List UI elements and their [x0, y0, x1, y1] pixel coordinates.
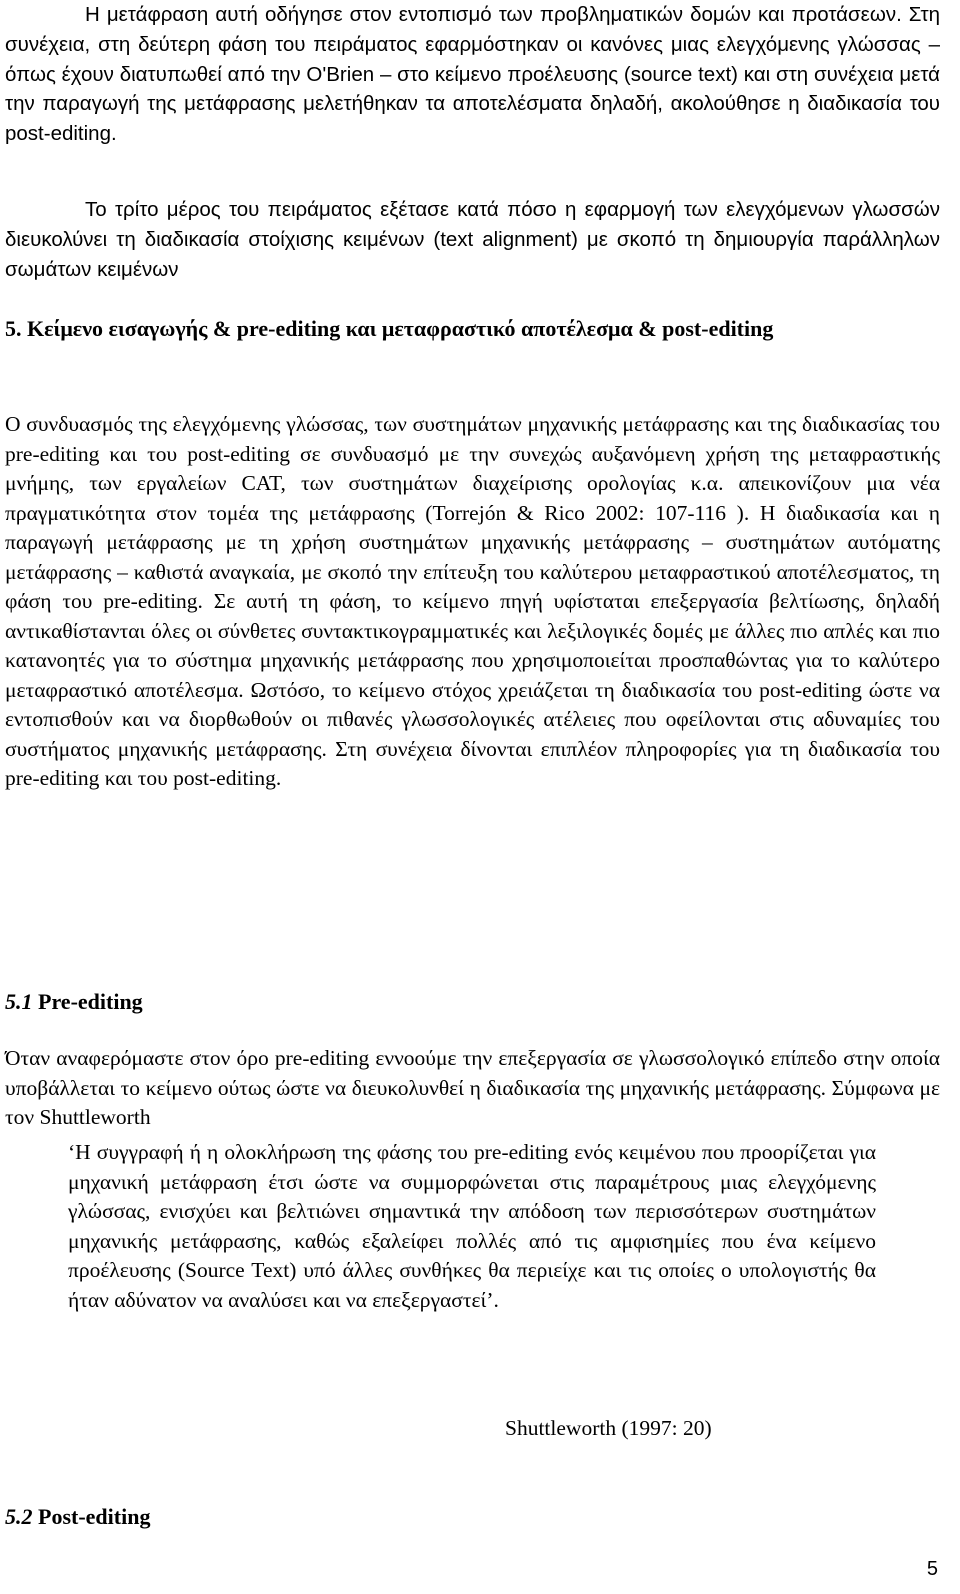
- section-heading: 5. Κείμενο εισαγωγής & pre-editing και μεταφραστικό αποτέλεσμα & post-editing: [5, 316, 774, 341]
- paragraph-third-experiment: Το τρίτο μέρος του πειράματος εξέτασε κατά πόσο η εφαρμογή των ελεγχόμενων γλωσσών διευκολύνει τη διαδικασία στοίχισης κειμένων (text alignment) με σκοπό τη δημιουργία παράλληλων σωμάτων κειμένων: [5, 198, 940, 281]
- quote-citation: Shuttleworth (1997: 20): [505, 1416, 712, 1440]
- paragraph-section-5: Ο συνδυασμός της ελεγχόμενης γλώσσας, των συστημάτων μηχανικής μετάφρασης και της διαδικασίας του pre-editing και του post-editing σε συνδυασμό με την συνεχώς αυξανόμενη χρήση της μεταφραστικής μνήμης, των εργαλείων CAT, των συστημάτων διαχείρισης ορολογίας κ.α. απεικονίζουν μια νέα πραγματικότητα στον τομέα της μετάφρασης (Torrejón & Rico 2002: 107-116 ). Η διαδικασία και η παραγωγή μετάφρασης με τη χρήση συστημάτων μηχανικής μετάφρασης – συστημάτων αυτόματης μετάφρασης – καθιστά αναγκαία, με σκοπό την επίτευξη του καλύτερου μεταφραστικού αποτέλεσματος, τη φάση του pre-editing. Σε αυτή τη φάση, το κείμενο πηγή υφίσταται επεξεργασία βελτίωσης, δηλαδή αντικαθίστανται όλες οι σύνθετες συντακτικογραμματικές και λεξιλογικές δομές με άλλες πιο απλές και πιο κατανοητές για το σύστημα μηχανικής μετάφρασης που χρησιμοποιείται προσπαθώντας για το καλύτερο μεταφραστικό αποτέλεσμα. Ωστόσο, το κείμενο στόχος χρειάζεται τη διαδικασία του post-editing ώστε να εντοπισθούν και να διορθωθούν οι πιθανές γλωσσολογικές ατέλειες που οφείλονται στις αδυναμίες του συστήματος μηχανικής μετάφρασης. Στη συνέχεια δίνονται επιπλέον πληροφορίες για τη διαδικασία του pre-editing και του post-editing.: [5, 412, 940, 790]
- subsection-title: Post-editing: [38, 1504, 151, 1529]
- page-number: 5: [926, 1558, 938, 1580]
- subsection-number: 5.2: [5, 1504, 33, 1529]
- subsection-number: 5.1: [5, 989, 33, 1014]
- subsection-title: Pre-editing: [38, 989, 143, 1014]
- subsection-heading-pre-editing: [5, 987, 143, 1017]
- block-quote: ‘Η συγγραφή ή η ολοκλήρωση της φάσης του pre-editing ενός κειμένου που προορίζεται για μηχανική μετάφραση έτσι ώστε να συμμορφώνεται στις παραμέτρους μιας ελεγχόμενης γλώσσας, ενισχύει και βελτιώνει σημαντικά την απόδοση των περισσότερων συστημάτων μηχανικής μετάφρασης, καθώς εξαλείφει πολλές από τις αμφισημίες που ένα κείμενο προέλευσης (Source Text) υπό άλλες συνθήκες θα περιείχε και τις οποίες ο υπολογιστής θα ήταν αδύνατον να αναλύσει και να επεξεργαστεί’.: [68, 1140, 876, 1312]
- paragraph-pre-editing: Όταν αναφερόμαστε στον όρο pre-editing εννοούμε την επεξεργασία σε γλωσσολογικό επίπεδο στην οποία υποβάλλεται το κείμενο ούτως ώστε να διευκολυνθεί η διαδικασία της μηχανικής μετάφρασης. Σύμφωνα με τον Shuttleworth: [5, 1046, 940, 1129]
- subsection-heading-post-editing: [5, 1502, 150, 1532]
- paragraph-intro: Η μετάφραση αυτή οδήγησε στον εντοπισμό των προβληματικών δομών και προτάσεων. Στη συνέχεια, στη δεύτερη φάση του πειράματος εφαρμόστηκαν οι κανόνες μιας ελεγχόμενης γλώσσας – όπως έχουν διατυπωθεί από την O'Brien – στο κείμενο προέλευσης (source text) και στη συνέχεια μετά την παραγωγή της μετάφρασης μελετήθηκαν τα αποτελέσματα δηλαδή, ακολούθησε η διαδικασία του post-editing.: [5, 3, 940, 146]
